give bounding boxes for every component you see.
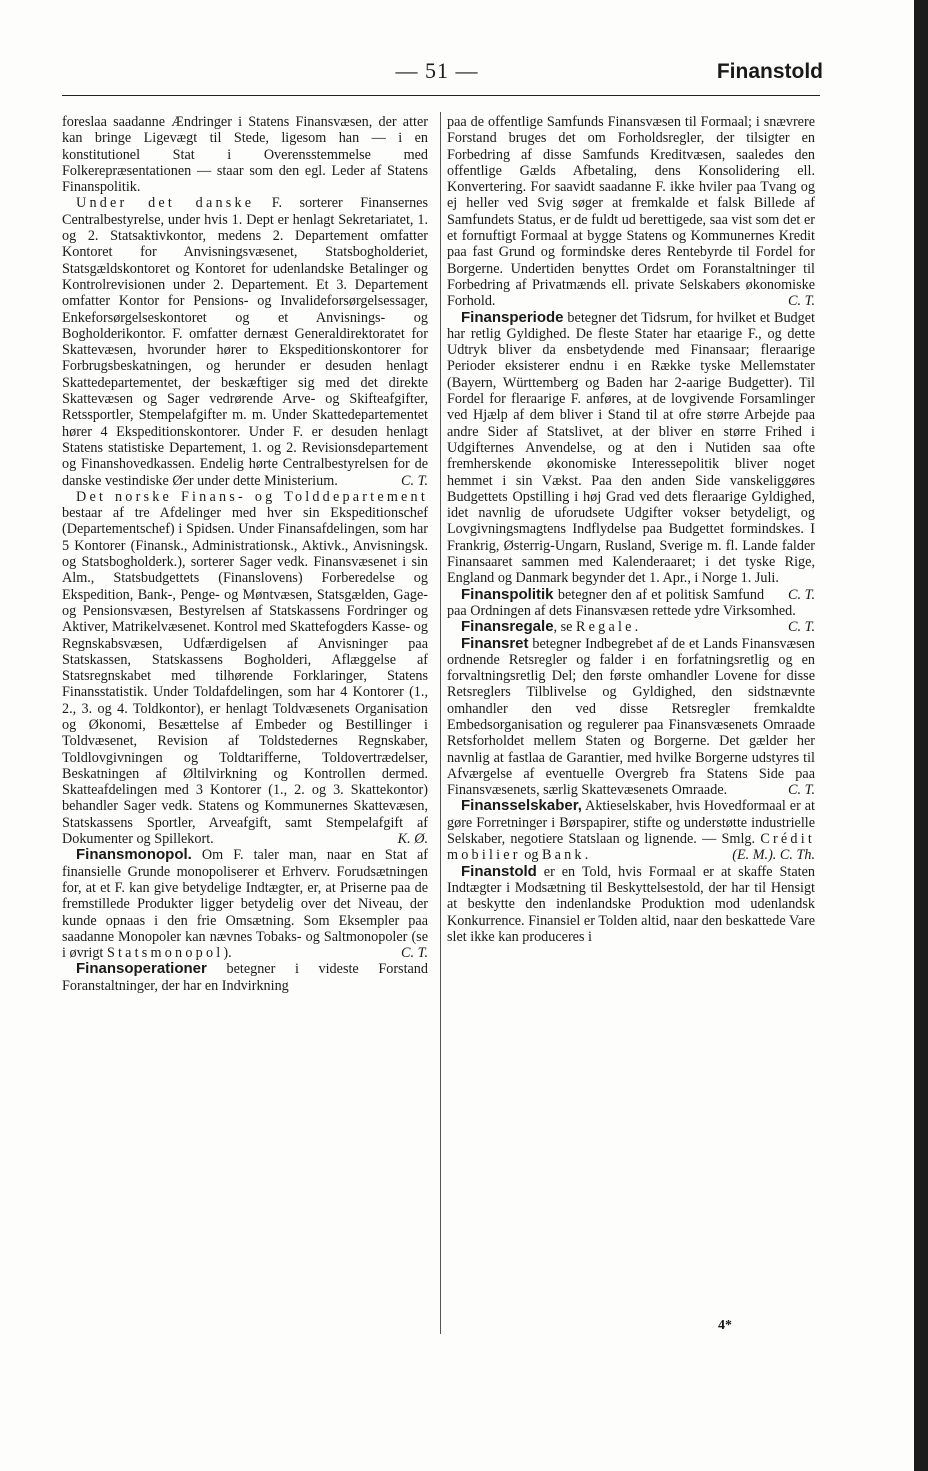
entry-finansmonopol [62,847,428,961]
entry-finansret [447,636,815,799]
signature-mark: 4* [718,1318,732,1333]
author-signature: K. Ø. [397,831,428,848]
page-number: — 51 — [395,58,479,83]
left-column [62,114,428,994]
paragraph-text: , se [553,619,577,636]
cross-reference: Crédit mobilier [447,831,815,864]
paragraph [447,114,815,310]
author-signature: C. T. [788,782,815,799]
scan-edge [914,0,928,1471]
author-signature: C. T. [788,293,815,310]
entry-finanstold [447,864,815,945]
paragraph-text: ). [223,945,232,962]
paragraph-text: er en Told, hvis Formaal er at skaffe Staten Indtægter i Modsætning til Beskyttelsestold, der har til Hensigt at beskytte den indenlandske Produktion mod udenlandsk Konkurrence. Finansiel er Tolden altid, naar den beskattede Vare slet ikke kan produceres i [447,863,815,945]
headword: Finanspolitik [461,585,554,603]
headword: Finanstold [461,862,537,880]
right-column [447,114,815,945]
paragraph-text: betegner det Tidsrum, for hvilket et Budget har retlig Gyldighed. De fleste Stater har etaarige F., og dette Udtryk bliver da ensbetydende med Finansaar; fleraarige Perioder eksisterer endnu i en Række tyske Mellemstater (Bayern, Württemberg og Baden har 2-aarige Budgetter). Til Fordel for fleraarige F. anføres, at de lovgivende Forsamlinger ved Hjælp af dem bliver i Stand til at ofre større Arbejde paa andre Sider af Statslivet, at der bliver en større Frihed i Udgifternes Anvendelse, og at den i Nutiden saa ofte fremherskende økonomiske Interessepolitik bliver noget hemmet i sin Vækst. Paa den anden Side vanskeliggøres Budgettets Opstilling i høj Grad ved dets fleraarige Gyldighed, idet navnlig de uforudsete Udgifter vokser betydeligt, og Lovgivningsmagtens Indflydelse paa Budgettet formindskes. I Frankrig, Østerrig-Ungarn, Rusland, Sverige m. fl. Lande falder Finansaaret sammen med Kalenderaaret; i det tyske Rige, England og Danmark begynder det 1. Apr., i Norge 1. Juli. [447,309,815,587]
header-rule [62,95,820,96]
spaced-term: Det norske Finans- og Tolddepartement [76,488,428,505]
running-head: Finanstold [716,60,823,83]
author-signature: C. T. [401,472,428,489]
paragraph-text: bestaar af tre Afdelinger med hver sin Ekspeditionschef (Departementschef) i Spidsen. Under Finansafdelingen, som har 5 Kontorer (Finansk., Administrationsk., Aktivk., Anvisningsk. og Statsbogholderk.), sorterer Sager vedk. Finansvæsenet i sin Alm., Statsbudgettets (Finanslovens) Forberedelse og Ekspedition, Bank-, Penge- og Møntvæsen, Statsgælden, Gage- og Pensionsvæsen, Bestyrelsen af Statskassens Fordringer og Aktiver, Matrikelvæsenet. Kontrol med Skattefogders Kasse- og Regnskabsvæsen, Udfærdigelsen af Anvisninger paa Statskassen, Statskassens Bogholderi, Aflæggelse af Statsregnskabet med tilhørende Forklaringer, Statens Finansstatistik. Under Toldafdelingen, som har 4 Kontorer (1., 2., 3. og 4. Toldkontor), er henlagt Toldvæsenets Organisation og Økonomi, Besættelse af Embeder og Bestillinger i Toldvæsenet, Revision af Toldstedernes Regnskaber, Toldlovgivningen og Toldtarifferne, Toldovertrædelser, Beskatningen af Øltilvirkning og Kontrollen dermed. Skatteafdelingen med 3 Kontorer (1., 2. og 3. Skattekontor) behandler Sager vedk. Statens og Kommunernes Skattevæsen, Statskassens Sportler, Arveafgift, samt Stempelafgift af Dokumenter og Spillekort. [62,505,428,848]
entry-finansselskaber [447,798,815,863]
column-divider [440,112,441,1334]
paragraph-text: . [634,619,639,636]
paragraph-text: F. sorterer Finansernes Centralbestyrelse, under hvis 1. Dept er henlagt Sekretariatet, 1. og 2. Statsaktivkontor, medens 2. Departement omfatter Kontoret for Anvisningsvæsenet, Statsbogholderiet, Statsgældskontoret og Kontoret for udenlandske Betalinger og Kontrolrevisionen under 2. Departement. Et 3. Departement omfatter Kontor for Pensions- og Invalideforsørgelsessager, Enkeforsørgelseskontoret og et Anvisnings- og Bogholderikontor. F. omfatter dernæst Generaldirektoratet for Skattevæsen, hvorunder hører to Ekspeditionskontorer for Forbrugsbeskatningen, og herunder er desuden henlagt Skattedepartementet, der beskæftiger sig med det direkte Skattevæsen og Sager vedrørende Arve- og Skifteafgifter, Retssportler, Stempelafgifter m. m. Under Skattedepartementet hører 4 Ekspeditionskontorer. Under F. er desuden henlagt Statens statistiske Departement, 1. og 2. Revisionsdepartement og Finanshovedkassen. Endelig hørte Centralbestyrelsen for de danske vestindiske Øer under dette Ministerium. [62,195,428,489]
paragraph [62,114,428,195]
headword: Finansregale [461,618,554,636]
entry-norwegian-ministry [62,489,428,848]
paragraph-text: og [520,847,542,864]
headword: Finansselskaber, [461,797,582,815]
paragraph-text: betegner Indbegrebet af de et Lands Finansvæsen ordnende Retsregler og falder i en forfatningsretlig og en forvaltningsretlig Del; den første omhandler Lovene for disse Retsreglers Tilblivelse og Gyldighed, den sidstnævnte omhandler den ved disse Retsregler fremkaldte Embedsorganisation og regulerer paa Finansvæsenets Omraade Retsforholdet mellem Staten og Borgerne. Det gælder her navnlig at fastlaa de Garantier, med hvilke Borgerne udstyres til Afværgelse af eventuelle Overgreb fra Statens Side paa Finansvæsenets, særlig Skattevæsenets Omraade. [447,635,815,799]
spaced-term: Under det danske [76,195,255,212]
entry-finansregale [447,619,815,635]
headword: Finansperiode [461,308,564,326]
paragraph-text: . [584,847,589,864]
paragraph-text: Aktieselskaber, hvis Hovedformaal er at gøre Forretninger i Børspapirer, stifte og understøtte industrielle Selskaber, negotiere Statslaan og lignende. — Smlg. [447,798,815,848]
paragraph-text: paa de offentlige Samfunds Finansvæsen til Formaal; i snævrere Forstand bruges det om Forholdsregler, der tilsigter en Forbedring af disse Samfunds Kreditvæsen, saaledes den offentlige Gælds Afbetaling, dens Konsolidering ell. Konvertering. For saavidt saadanne F. ikke hviler paa Tvang og ej heller ved Svig søger at fremkalde et falsk Billede af Samfundets Status, er de fuldt ud berettigede, saa vist som det er et fornuftigt Formaal at bygge Statens og Kommunernes Kredit paa fast Grund og formindske deres Rentebyrde til Fordel for Borgerne. Undertiden benyttes Ordet om Foranstaltninger til Forbedring af Privatmænds ell. private Selskabers økonomiske Forhold. [447,114,815,310]
headword: Finansmonopol. [76,846,192,864]
author-signature: (E. M.). C. Th. [732,847,815,864]
author-signature: C. T. [788,586,815,603]
cross-reference: Bank [541,847,585,864]
author-signature: C. T. [401,945,428,962]
entry-finansoperationer [62,961,428,994]
paragraph-text: betegner i videste Forstand Foranstaltninger, der har en Indvirkning [62,961,428,994]
headword: Finansret [461,634,529,652]
paragraph-text: Om F. taler man, naar en Stat af finansielle Grunde monopoliserer et Erhverv. Forudsætningen for, at et F. kan give betydelige Indtægter, er, at Priserne paa de fremstillede Produkter ligger betydelig over det Niveau, der kunde opnaas i den frie Omsætning. Som Eksempler paa saadanne Monopoler kan nævnes Tobaks- og Saltmonopoler (se i øvrigt [62,847,428,962]
cross-reference: Regale [576,619,635,636]
headword: Finansoperationer [76,960,207,978]
paragraph-text: foreslaa saadanne Ændringer i Statens Finansvæsen, der atter kan bringe Ligevægt til Stede, ligesom han — i en konstitutionel Stat i Overensstemmelse med Folkerepræsentationen — staar som den egl. Leder af Statens Finanspolitik. [62,114,428,196]
entry-danish-ministry [62,195,428,488]
paragraph-text: betegner den af et politisk Samfund paa Ordningen af dets Finansvæsen rettede ydre Virksomhed. [447,586,796,619]
author-signature: C. T. [788,619,815,636]
cross-reference: Statsmonopol [106,945,224,962]
